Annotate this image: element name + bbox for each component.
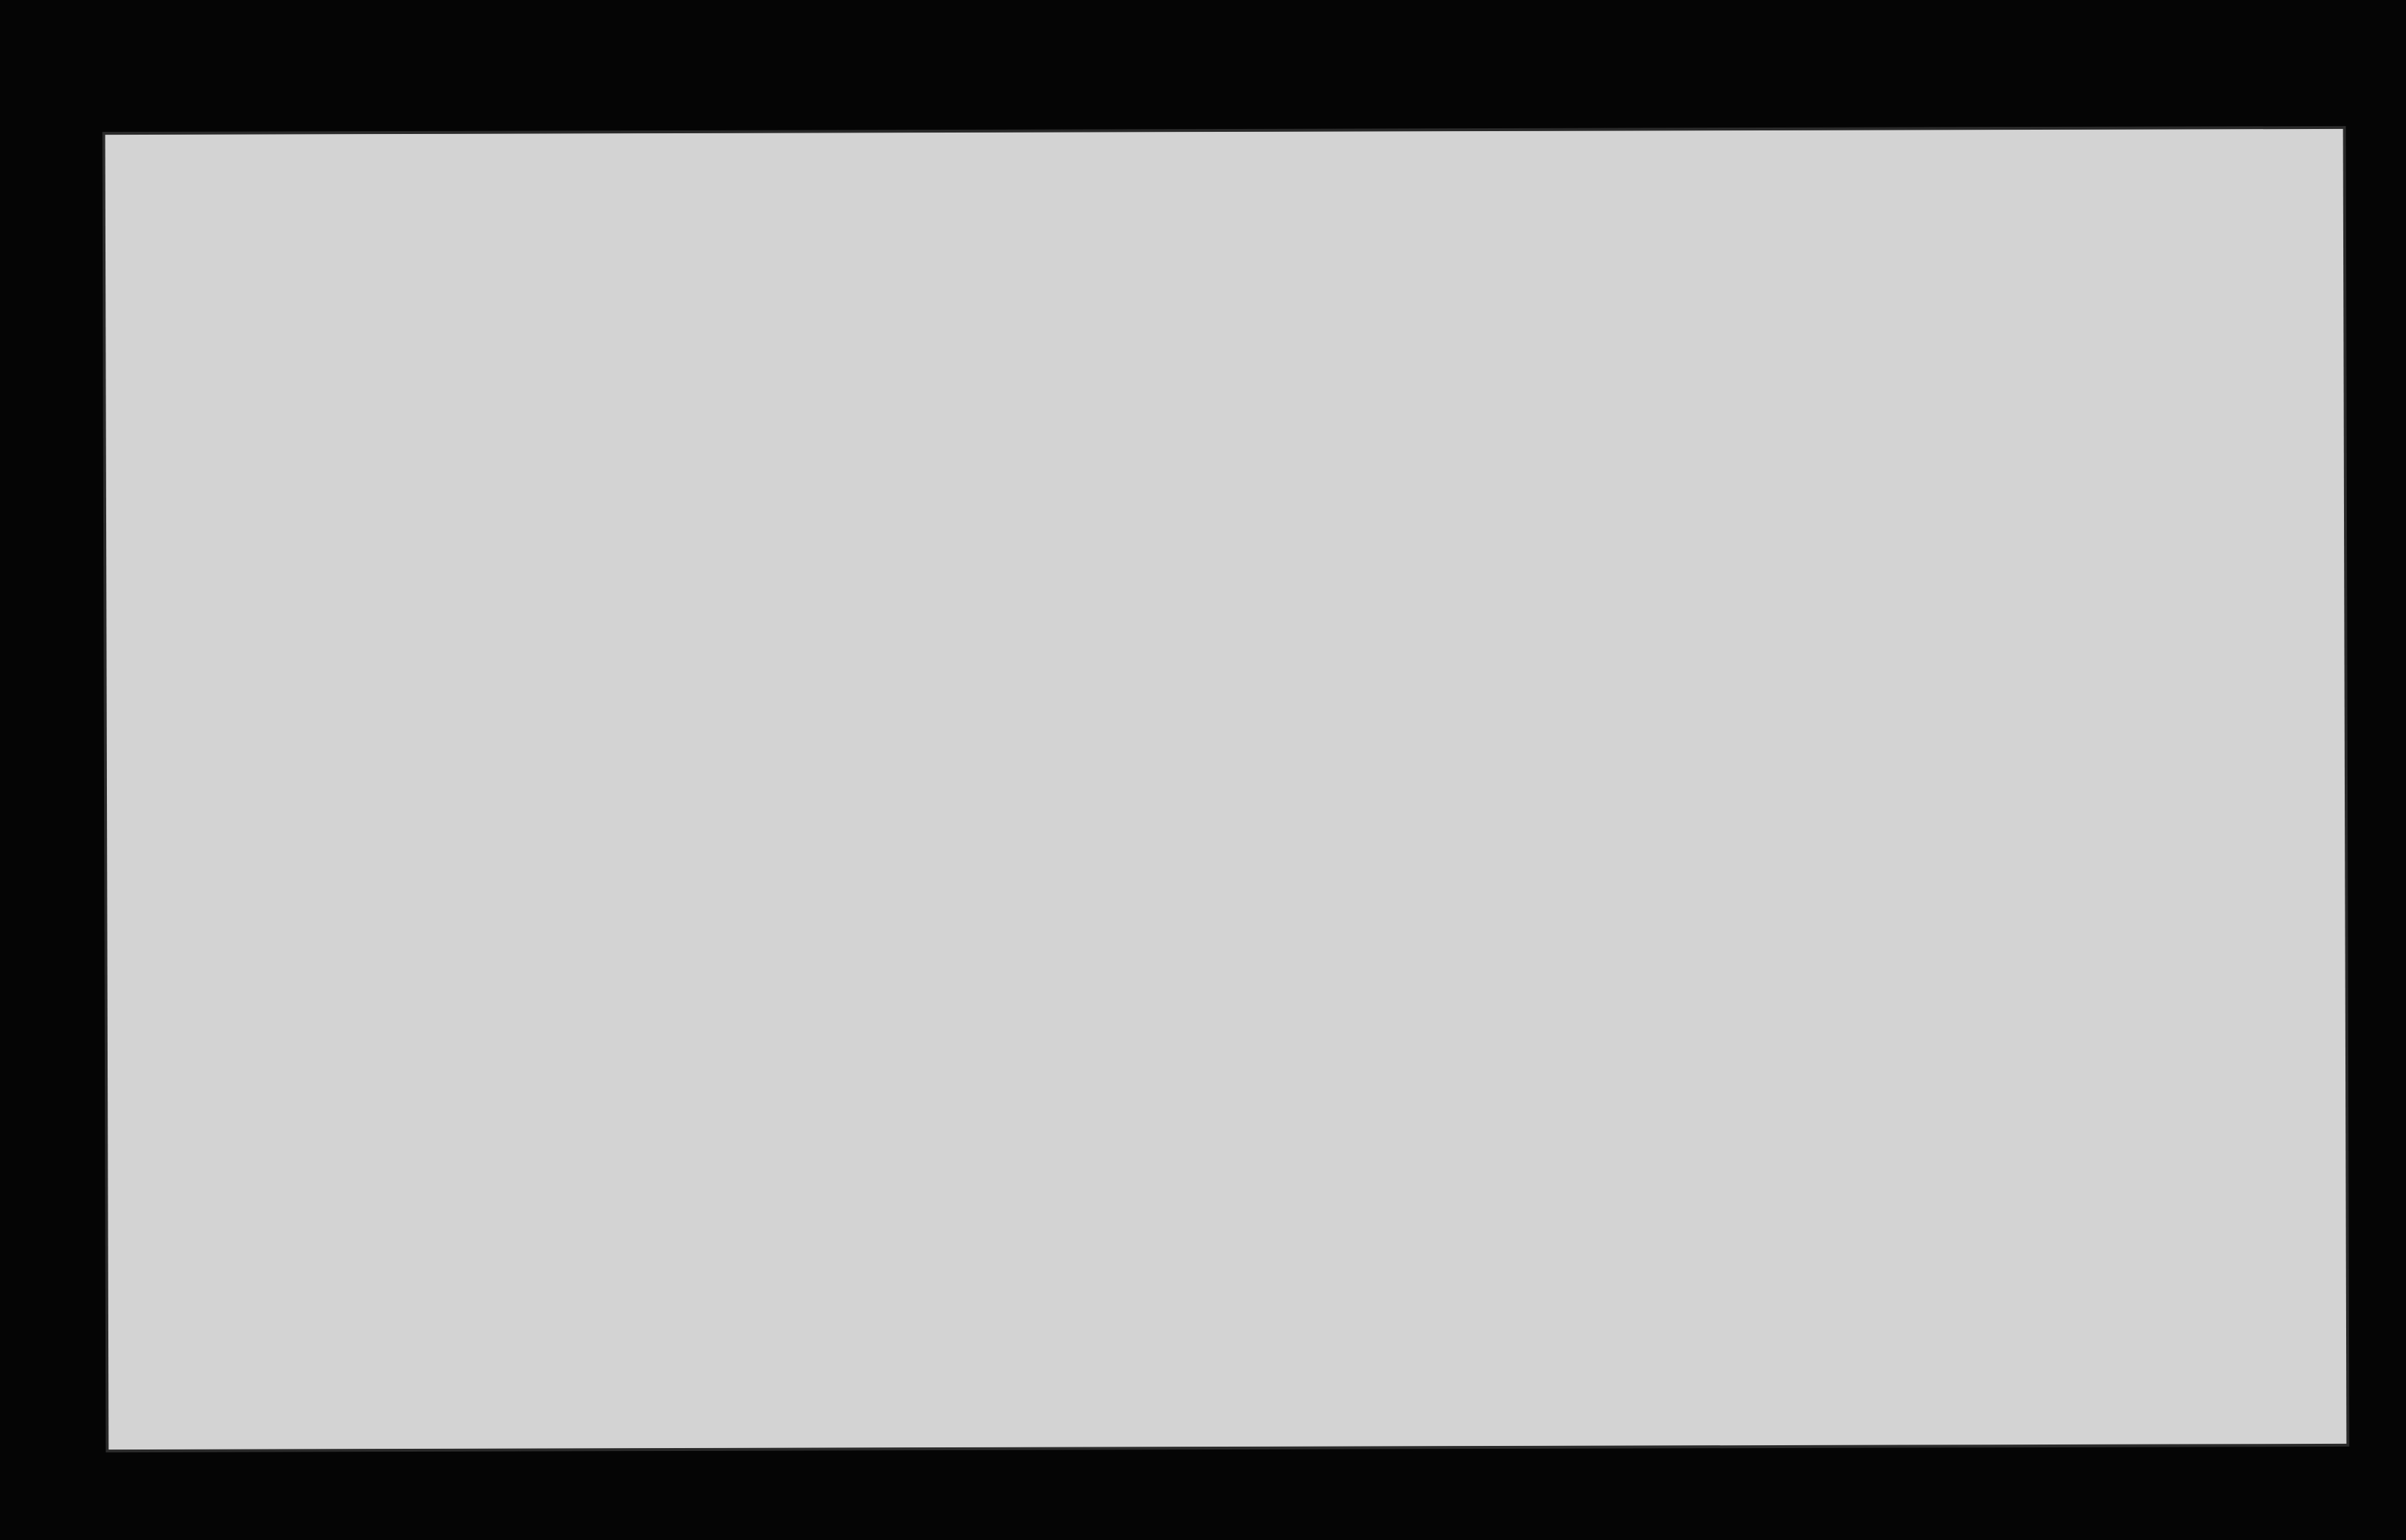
private-farm-section <box>105 129 2343 135</box>
lease-table <box>105 129 2343 135</box>
census-card-sheet <box>105 129 2347 1449</box>
handwritten-entries <box>105 129 2343 135</box>
sown-area-table <box>105 129 2343 135</box>
